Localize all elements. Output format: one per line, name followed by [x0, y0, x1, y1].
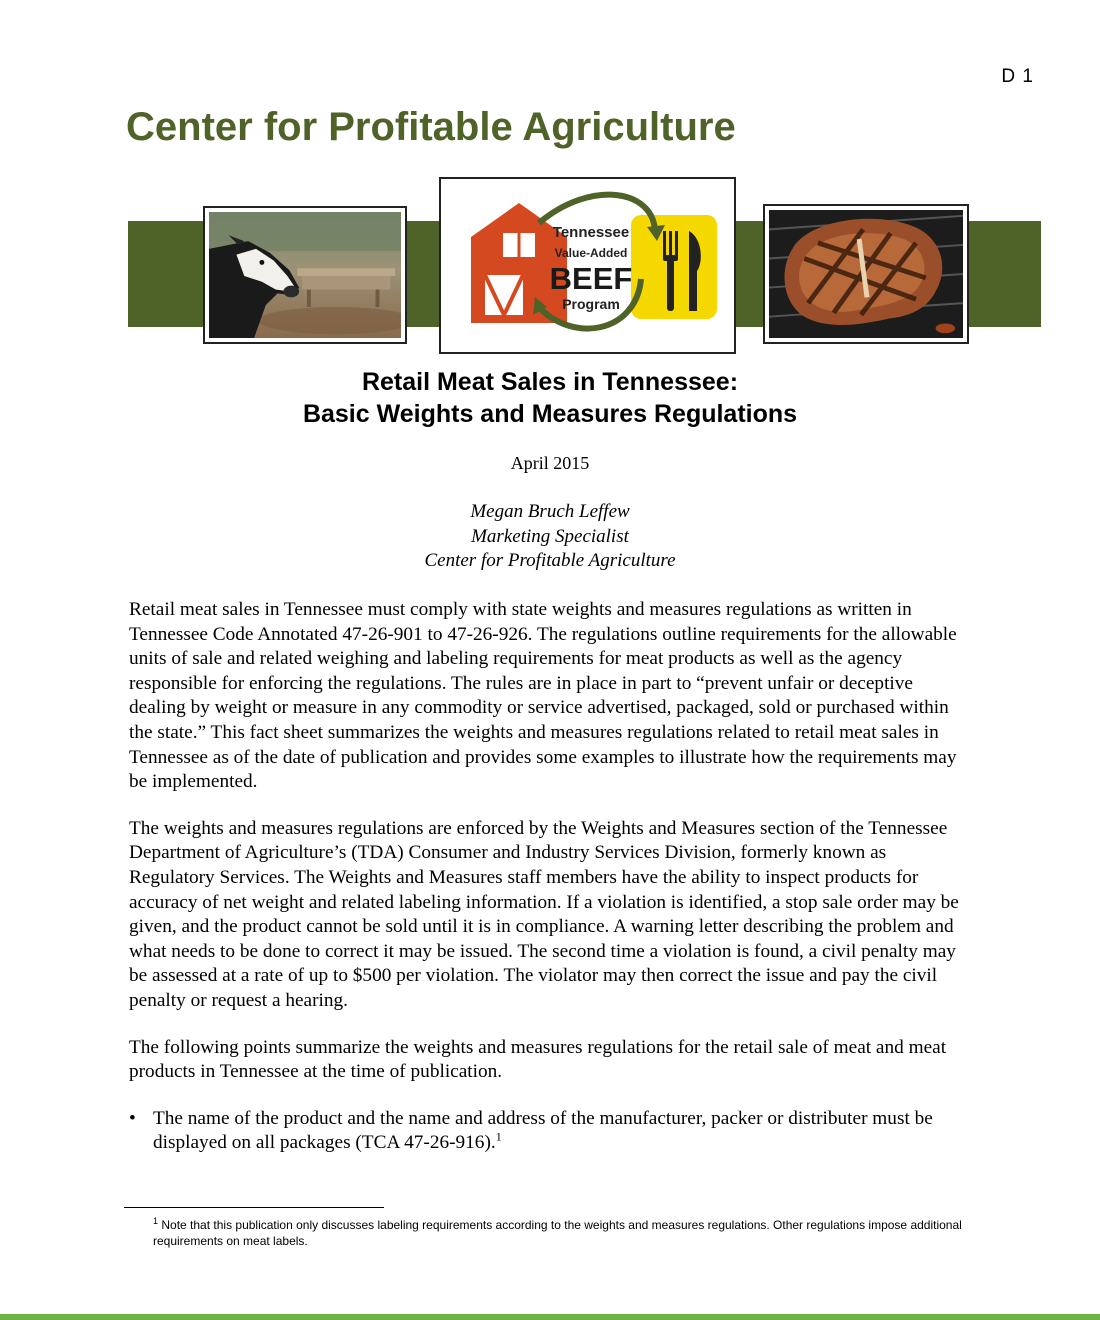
logo-graphic: [441, 179, 734, 352]
document-title-line1: Retail Meat Sales in Tennessee:: [361, 368, 739, 396]
document-title-line2: Basic Weights and Measures Regulations: [302, 400, 798, 428]
paragraph-3: The following points summarize the weights and measures regulations for the retail sale of meat and meat products in Tennessee at the time of publication.: [129, 1036, 947, 1083]
publication-date: April 2015: [510, 453, 590, 473]
bullet-item: [129, 1107, 974, 1156]
author-role: Marketing Specialist: [471, 525, 629, 547]
cow-photo-image: [209, 212, 401, 338]
footnote-number: 1: [153, 1216, 159, 1226]
footnote-text: Note that this publication only discusses labeling requirements according to the weights and measures regulations. Other regulations impose additional requirements on meat labels.: [153, 1218, 962, 1248]
footnote: [153, 1217, 973, 1249]
org-title: Center for Profitable Agriculture: [126, 105, 736, 149]
author-block: [0, 500, 1100, 574]
bullet-content: [153, 1107, 974, 1156]
footnote-reference[interactable]: 1: [495, 1129, 502, 1144]
paragraph-2: The weights and measures regulations are enforced by the Weights and Measures section of the Tennessee Department of Agriculture’s (TDA) Consumer and Industry Services Division, formerly known as Regulatory Services. The Weights and Measures staff members have the ability to inspect products for accuracy of net weight and related labeling information. If a violation is identified, a stop sale order may be given, and the product cannot be sold until it is in compliance. A warning letter describing the problem and what needs to be done to correct it may be issued. The second time a violation is found, a civil penalty may be assessed at a rate of up to $500 per violation. The violator may then correct the issue and pay the civil penalty or request a hearing.: [129, 817, 959, 1011]
logo-line1: Tennessee: [552, 224, 630, 241]
body-text: [129, 598, 974, 1156]
bullet-text: The name of the product and the name and address of the manufacturer, packer or distributer must be displayed on all packages (TCA 47-26-916).: [153, 1107, 933, 1154]
logo-line4: Program: [562, 296, 620, 312]
bullet-dot-icon: •: [129, 1107, 136, 1129]
author-name: Megan Bruch Leffew: [470, 501, 630, 522]
footnote-divider: [124, 1207, 384, 1208]
document-title: [0, 366, 1100, 430]
paragraph-1: Retail meat sales in Tennessee must comply with state weights and measures regulations as written in Tennessee Code Annotated 47-26-901 to 47-26-926. The regulations outline requirements for the allowable units of sale and related weighing and labeling requirements for meat products as well as the agency responsible for enforcing the regulations. The rules are in place in part to “prevent unfair or deceptive dealing by weight or measure in any commodity or service advertised, packaged, sold or purchased within the state.” This fact sheet summarizes the weights and measures regulations related to retail meat sales in Tennessee as of the date of publication and provides some examples to illustrate how the requirements may be implemented.: [129, 599, 957, 793]
page-label: D 1: [1001, 66, 1034, 87]
cow-photo: [203, 206, 407, 344]
value-added-beef-logo: [439, 177, 736, 354]
steak-photo: [763, 204, 969, 344]
logo-line3: BEEF: [549, 261, 633, 296]
logo-line2: Value-Added: [554, 246, 628, 260]
bottom-accent-bar: [0, 1314, 1100, 1320]
author-org: Center for Profitable Agriculture: [424, 550, 676, 571]
steak-photo-image: [769, 210, 963, 338]
